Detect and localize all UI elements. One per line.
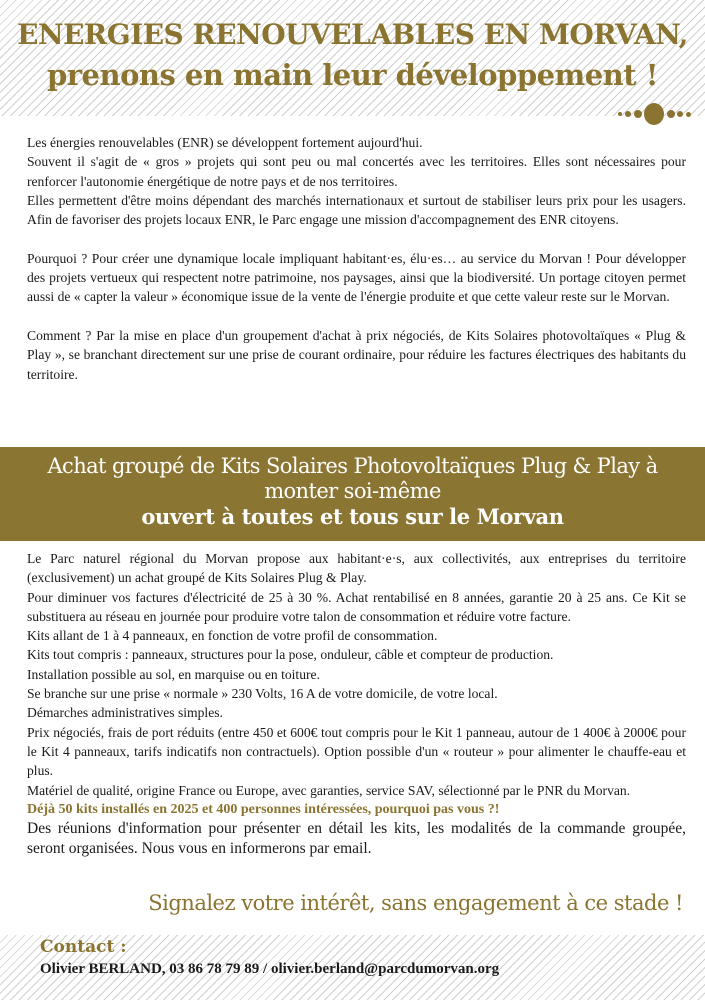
intro-paragraph: Elles permettent d'être moins dépendant des marchés internationaux et surtout de stabiliser leurs prix pour les usagers. Afin de favoriser des projets locaux ENR, le Parc engage une mission d'accompagnement des ENR citoyens.: [27, 192, 686, 228]
intro-section: [27, 133, 686, 384]
banner-title: Achat groupé de Kits Solaires Photovoltaïques Plug & Play à monter soi-même: [47, 454, 658, 503]
call-to-action: Signalez votre intérêt, sans engagement à ce stade !: [148, 891, 683, 915]
intro-paragraph: Les énergies renouvelables (ENR) se développent fortement aujourd'hui.: [27, 135, 423, 150]
detail-item: Kits allant de 1 à 4 panneaux, en fonction de votre profil de consommation.: [27, 628, 438, 644]
contact-label: Contact :: [40, 937, 127, 957]
intro-paragraph: Souvent il s'agit de « gros » projets qui sont peu ou mal concertés avec les territoires. Elles sont nécessaires pour renforcer l'autonomie énergétique de notre pays et de nos territoires.: [27, 154, 686, 189]
section-banner: [0, 447, 705, 541]
detail-item: Le Parc naturel régional du Morvan propose aux habitant·e·s, aux collectivités, aux entreprises du territoire (exclusivement) un achat groupé de Kits Solaires Plug & Play.: [27, 551, 686, 586]
highlight-text: Déjà 50 kits installés en 2025 et 400 personnes intéressées, pourquoi pas vous ?!: [27, 801, 500, 817]
detail-item: Se branche sur une prise « normale » 230 Volts, 16 A de votre domicile, de votre local.: [27, 686, 498, 702]
detail-item: Prix négociés, frais de port réduits (entre 450 et 600€ tout compris pour le Kit 1 panneau, autour de 1 400€ à 2000€ pour le Kit 4 panneaux, tarifs indicatifs non contractuels). Option possible d'un « routeur » pour alimenter le chauffe-eau et plus.: [27, 724, 686, 779]
how-paragraph: Comment ? Par la mise en place d'un groupement d'achat à prix négociés, de Kits Solaires photovoltaïques « Plug & Play », se branchant directement sur une prise de courant ordinaire, pour réduire les factures électriques des habitants du territoire.: [27, 327, 686, 382]
page-title-line2: prenons en main leur développement !: [46, 58, 658, 92]
meetings-text: Des réunions d'information pour présenter en détail les kits, les modalités de la commande groupée, seront organisées. Nous vous en informerons par email.: [27, 820, 686, 858]
detail-item: Installation possible au sol, en marquise ou en toiture.: [27, 666, 320, 682]
page-title-line1: ENERGIES RENOUVELABLES EN MORVAN,: [17, 18, 688, 51]
contact-details: Olivier BERLAND, 03 86 78 79 89 / olivier.berland@parcdumorvan.org: [40, 961, 500, 977]
banner-subtitle: ouvert à toutes et tous sur le Morvan: [141, 504, 564, 529]
detail-item: Démarches administratives simples.: [27, 705, 223, 721]
detail-item: Matériel de qualité, origine France ou Europe, avec garanties, service SAV, sélectionné par le PNR du Morvan.: [27, 782, 631, 798]
details-section: [27, 549, 686, 859]
detail-item: Kits tout compris : panneaux, structures pour la pose, onduleur, câble et compteur de production.: [27, 647, 554, 663]
why-paragraph: Pourquoi ? Pour créer une dynamique locale impliquant habitant·es, élu·es… au service du Morvan ! Pour développer des projets vertueux qui respectent notre patrimoine, nos paysages, ainsi que la biodiversité. Un portage citoyen permet aussi de « capter la valeur » économique issue de la vente de l'énergie produite et que cette valeur reste sur le Morvan.: [27, 250, 686, 305]
detail-item: Pour diminuer vos factures d'électricité de 25 à 30 %. Achat rentabilisé en 8 années, garantie 20 à 25 ans. Ce Kit se substituera au réseau en journée pour produire votre talon de consommation et réduire votre facture.: [27, 589, 686, 624]
decorative-dots-icon: [614, 102, 694, 126]
